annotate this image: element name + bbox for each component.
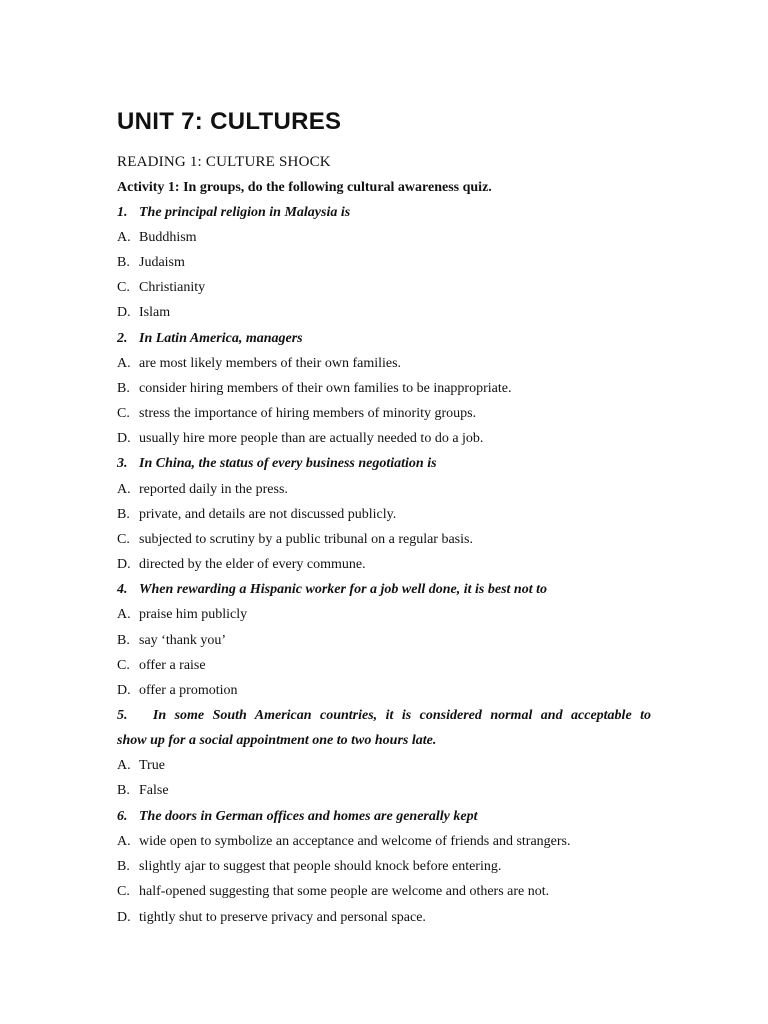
option-text: private, and details are not discussed publicly. — [139, 507, 397, 522]
option-text: Buddhism — [139, 230, 197, 245]
option-text: half-opened suggesting that some people are welcome and others are not. — [139, 884, 550, 899]
option-6a — [117, 833, 571, 851]
option-text: reported daily in the press. — [139, 482, 288, 497]
option-text: stress the importance of hiring members of minority groups. — [139, 406, 477, 421]
option-letter: C. — [117, 658, 130, 673]
option-letter: C. — [117, 280, 130, 295]
question-text: The principal religion in Malaysia is — [139, 205, 351, 220]
option-1d — [117, 304, 170, 322]
option-text: wide open to symbolize an acceptance and welcome of friends and strangers. — [139, 834, 571, 849]
question-4 — [117, 581, 547, 599]
option-letter: B. — [117, 783, 130, 798]
option-letter: A. — [117, 356, 131, 371]
option-6c — [117, 883, 549, 901]
option-letter: B. — [117, 255, 130, 270]
option-letter: A. — [117, 607, 131, 622]
option-letter: B. — [117, 507, 130, 522]
option-letter: C. — [117, 884, 130, 899]
option-4d — [117, 682, 238, 700]
option-letter: A. — [117, 482, 131, 497]
option-3c — [117, 531, 473, 549]
question-number: 1. — [117, 205, 128, 220]
option-text: are most likely members of their own families. — [139, 356, 402, 371]
option-text: offer a raise — [139, 658, 206, 673]
question-text: In China, the status of every business negotiation is — [139, 456, 437, 471]
option-letter: D. — [117, 557, 131, 572]
option-text: Islam — [139, 305, 171, 320]
activity-instruction: Activity 1: In groups, do the following cultural awareness quiz. — [117, 180, 492, 195]
option-letter: B. — [117, 859, 130, 874]
option-3b — [117, 506, 396, 524]
question-text-line-1: In some South American countries, it is considered normal and acceptable to — [152, 708, 652, 723]
option-text: offer a promotion — [139, 683, 238, 698]
option-text: True — [139, 758, 165, 773]
question-number: 4. — [117, 582, 128, 597]
option-text: subjected to scrutiny by a public tribunal on a regular basis. — [139, 532, 473, 547]
option-1b — [117, 254, 185, 272]
option-1c — [117, 279, 205, 297]
question-number: 3. — [117, 456, 128, 471]
question-text: The doors in German offices and homes are generally kept — [139, 809, 478, 824]
option-text: praise him publicly — [139, 607, 248, 622]
option-4b — [117, 632, 226, 650]
option-text: slightly ajar to suggest that people should knock before entering. — [139, 859, 502, 874]
option-2b — [117, 380, 511, 398]
option-letter: D. — [117, 431, 131, 446]
question-6 — [117, 808, 477, 826]
option-5b — [117, 782, 169, 800]
option-6d — [117, 909, 426, 927]
option-4a — [117, 606, 247, 624]
question-text: When rewarding a Hispanic worker for a job well done, it is best not to — [139, 582, 547, 597]
option-letter: D. — [117, 305, 131, 320]
option-4c — [117, 657, 206, 675]
option-text: Christianity — [139, 280, 206, 295]
option-letter: B. — [117, 381, 130, 396]
question-1 — [117, 204, 350, 222]
question-text: In Latin America, managers — [139, 331, 303, 346]
option-letter: B. — [117, 633, 130, 648]
question-5 — [117, 707, 651, 725]
question-number: 6. — [117, 809, 128, 824]
option-text: False — [139, 783, 169, 798]
question-5-continuation: show up for a social appointment one to two hours late. — [117, 733, 437, 748]
option-text: Judaism — [139, 255, 185, 270]
option-3a — [117, 481, 288, 499]
question-number: 5. — [117, 708, 128, 723]
option-letter: D. — [117, 683, 131, 698]
question-3 — [117, 455, 437, 473]
option-text: tightly shut to preserve privacy and personal space. — [139, 910, 426, 925]
question-2 — [117, 330, 303, 348]
option-2c — [117, 405, 476, 423]
option-text: directed by the elder of every commune. — [139, 557, 366, 572]
option-text: say ‘thank you’ — [139, 633, 227, 648]
option-letter: D. — [117, 910, 131, 925]
option-6b — [117, 858, 501, 876]
option-letter: C. — [117, 406, 130, 421]
option-letter: A. — [117, 230, 131, 245]
option-text: usually hire more people than are actually needed to do a job. — [139, 431, 484, 446]
page-title: UNIT 7: CULTURES — [117, 108, 342, 135]
option-text: consider hiring members of their own families to be inappropriate. — [139, 381, 512, 396]
option-letter: A. — [117, 758, 131, 773]
option-1a — [117, 229, 197, 247]
option-2d — [117, 430, 483, 448]
option-letter: A. — [117, 834, 131, 849]
option-3d — [117, 556, 366, 574]
option-letter: C. — [117, 532, 130, 547]
option-5a — [117, 757, 165, 775]
reading-subtitle: READING 1: CULTURE SHOCK — [117, 154, 331, 170]
option-2a — [117, 355, 401, 373]
question-number: 2. — [117, 331, 128, 346]
